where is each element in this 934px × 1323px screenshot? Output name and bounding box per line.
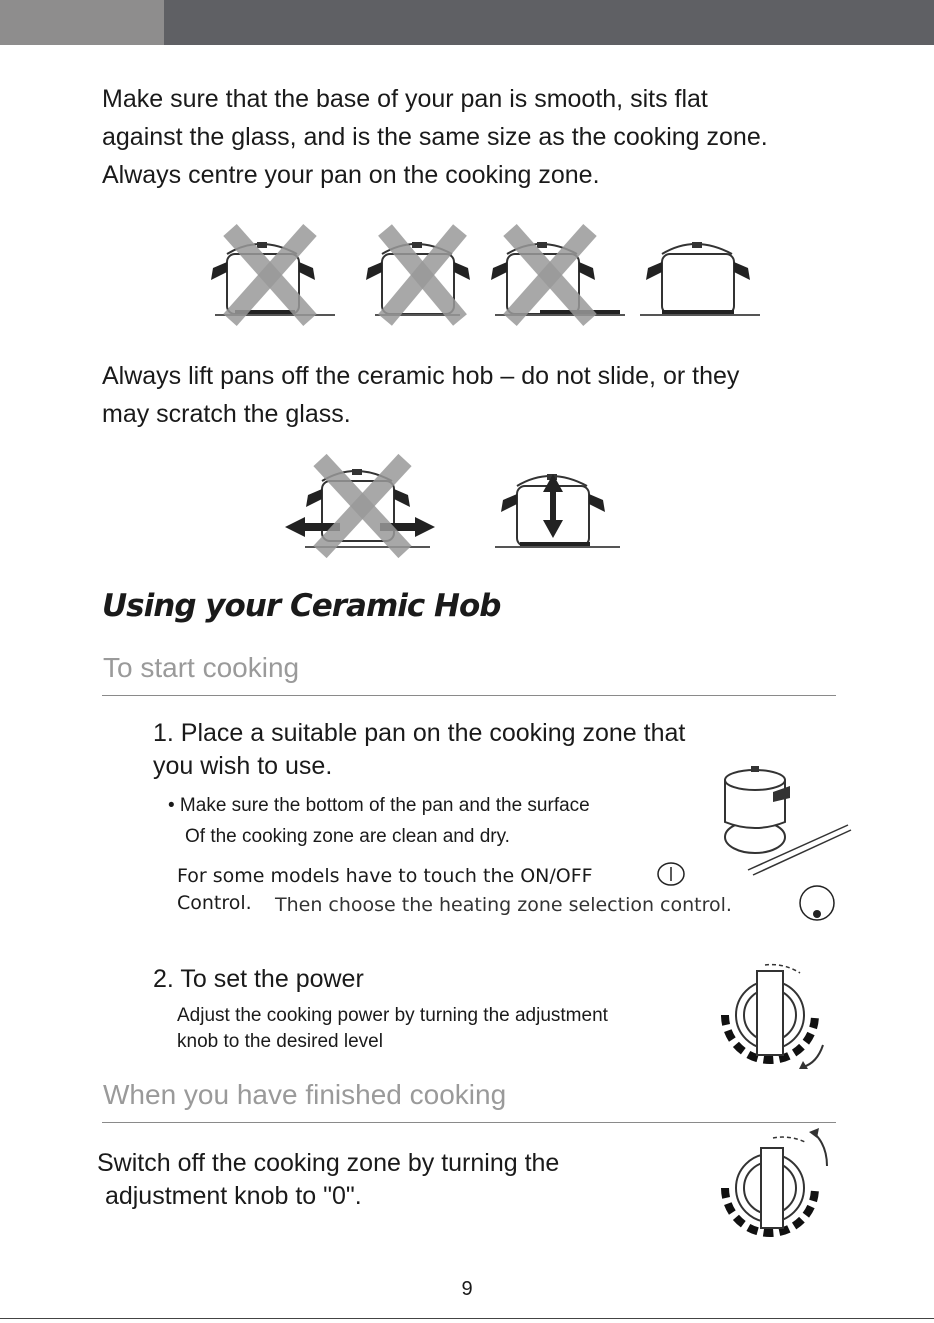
page-number: 9: [461, 1278, 473, 1300]
lift-line-1: Always lift pans off the ceramic hob – do not slide, or they: [102, 362, 740, 390]
footer-line: [0, 1318, 934, 1319]
step1-line-1: 1. Place a suitable pan on the cooking zone that: [153, 719, 686, 747]
header-bar-left: [0, 0, 164, 45]
zone-selection-icon: [798, 884, 838, 922]
finish-divider: [102, 1122, 836, 1123]
start-cooking-heading: To start cooking: [103, 652, 300, 683]
intro-line-2: against the glass, and is the same size as the cooking zone.: [102, 123, 768, 151]
models-line-1: For some models have to touch the ON/OFF: [177, 865, 593, 887]
adjustment-knob-icon: [705, 955, 835, 1075]
step2-line-1: Adjust the cooking power by turning the adjustment: [177, 1005, 608, 1026]
lift-paragraph: [102, 357, 902, 433]
pan-lift-illustrations: [280, 452, 640, 557]
pan-uneven-base: [366, 230, 470, 320]
lift-line-2: may scratch the glass.: [102, 400, 351, 428]
pan-sliding-wrong: [285, 460, 435, 552]
models-line-2b: Then choose the heating zone selection control.: [275, 894, 732, 916]
finish-line-2: adjustment knob to "0".: [98, 1182, 362, 1210]
step2-title: 2. To set the power: [153, 965, 364, 993]
pan-placement-illustrations: [205, 220, 775, 330]
intro-line-1: Make sure that the base of your pan is smooth, sits flat: [102, 85, 708, 113]
pan-correct: [640, 242, 760, 315]
step2-line-2: knob to the desired level: [177, 1031, 383, 1052]
bullet-line-2: Of the cooking zone are clean and dry.: [185, 826, 510, 847]
models-line-2a: Control.: [177, 892, 252, 914]
pan-wrong-zone-size: [211, 230, 335, 320]
pan-off-centre: [491, 230, 625, 320]
step1-line-2: you wish to use.: [153, 752, 333, 780]
intro-paragraph: [102, 80, 902, 194]
section-title: Using your Ceramic Hob: [102, 588, 501, 624]
intro-line-3: Always centre your pan on the cooking zone.: [102, 161, 600, 189]
header-bar-right: [164, 0, 934, 45]
power-icon: [657, 861, 685, 887]
pan-on-hob-illustration: [718, 760, 853, 880]
pan-lifting-correct: [495, 474, 620, 547]
finished-cooking-heading: When you have finished cooking: [103, 1079, 507, 1110]
start-divider: [102, 695, 836, 696]
bullet-line-1: • Make sure the bottom of the pan and the surface: [168, 795, 590, 816]
off-knob-icon: [705, 1128, 835, 1250]
finish-line-1: Switch off the cooking zone by turning the: [97, 1149, 560, 1177]
